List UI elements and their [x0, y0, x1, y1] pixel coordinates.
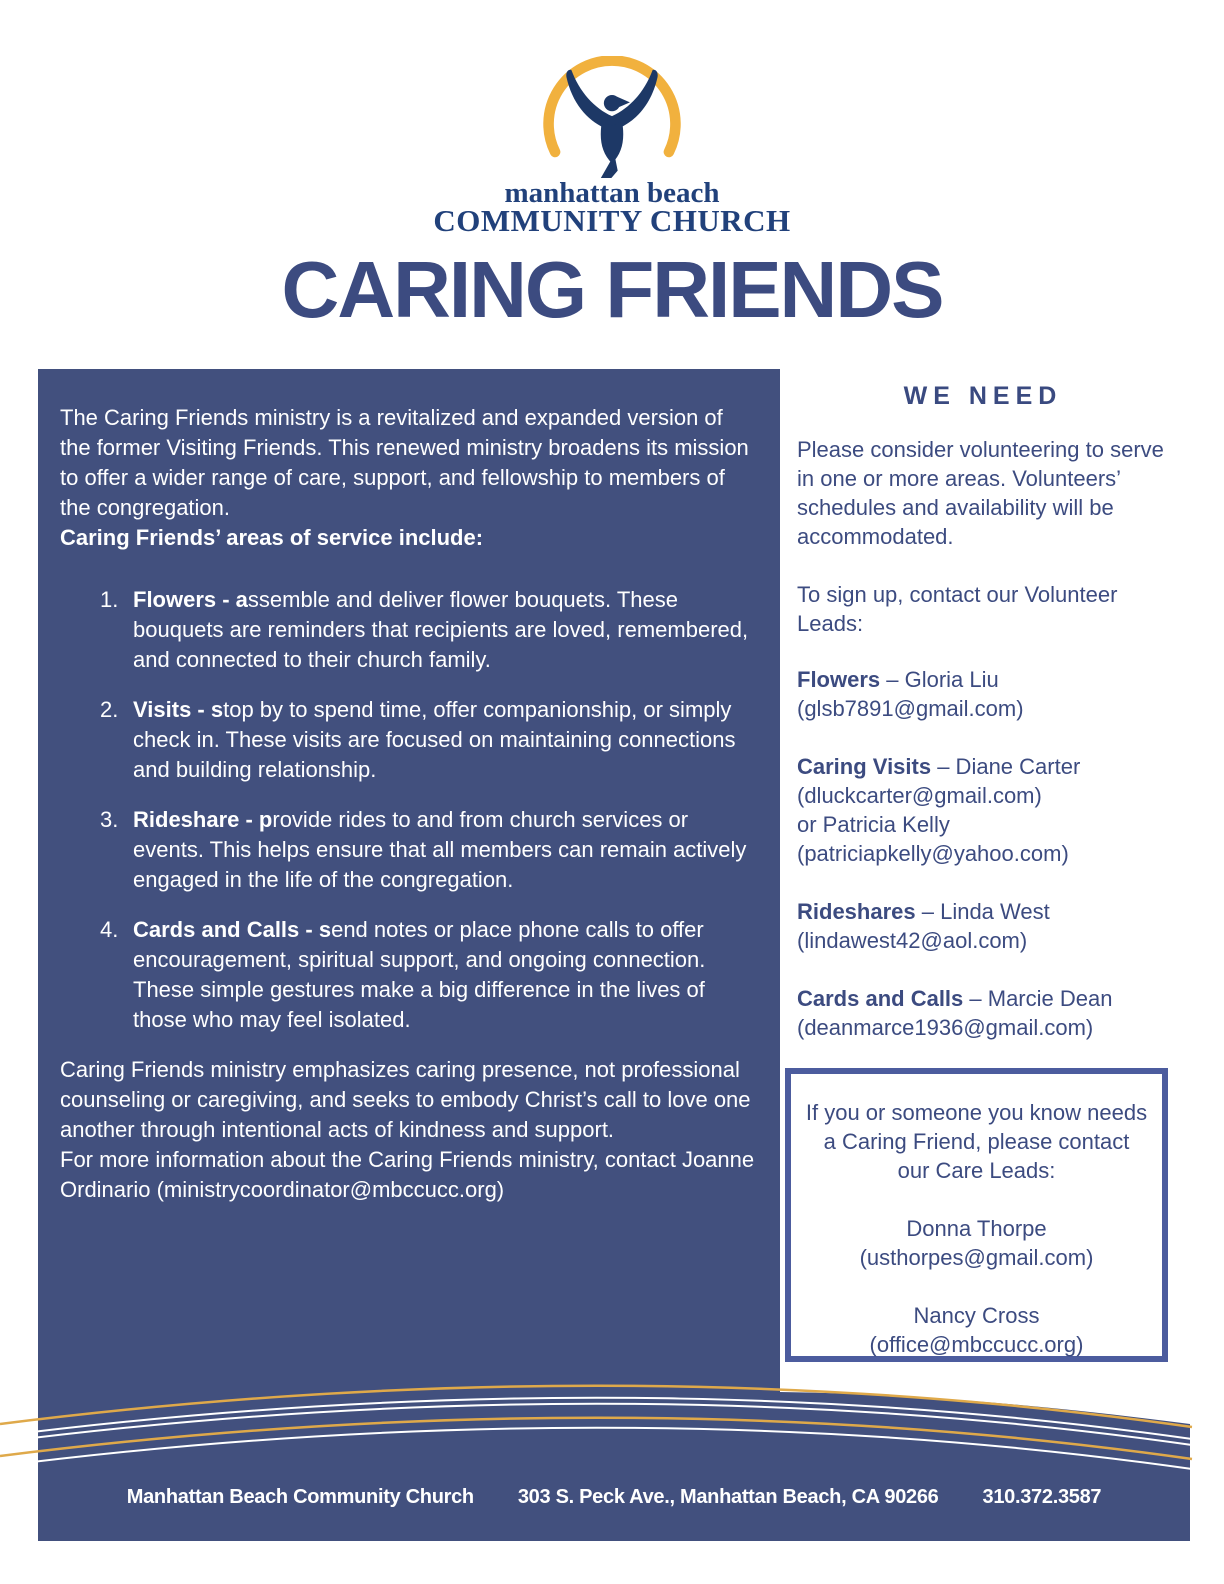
lead-rideshares: Rideshares – Linda West (lindawest42@aol.com) — [797, 899, 1050, 953]
church-logo — [0, 56, 1224, 236]
ministry-description-panel — [38, 369, 780, 1205]
signup-paragraph: To sign up, contact our Volunteer Leads: — [797, 582, 1118, 636]
list-item-rideshare: 3. Rideshare - provide rides to and from church services or events. This helps ensure that all members can remain actively engaged in the life of the congregation. — [100, 807, 747, 892]
list-item-visits: 2. Visits - stop by to spend time, offer companionship, or simply check in. These visits are focused on maintaining connections and building relationship. — [100, 697, 736, 782]
footer-church-name: Manhattan Beach Community Church — [126, 1486, 474, 1508]
care-leads-box — [785, 1068, 1168, 1362]
lead-flowers: Flowers – Gloria Liu (glsb7891@gmail.com) — [797, 667, 1024, 721]
page-title: CARING FRIENDS — [281, 245, 943, 334]
footer — [38, 1486, 1190, 1509]
lead-cards-and-calls: Cards and Calls – Marcie Dean (deanmarce1936@gmail.com) — [797, 986, 1113, 1040]
volunteer-leads-list — [797, 665, 1169, 1042]
volunteer-sidebar — [797, 382, 1169, 1071]
more-info-paragraph: For more information about the Caring Friends ministry, contact Joanne Ordinario (ministrycoordinator@mbccucc.org) — [60, 1147, 755, 1202]
logo-name-line2: COMMUNITY CHURCH — [433, 203, 791, 238]
footer-address: 303 S. Peck Ave., Manhattan Beach, CA 90266 — [517, 1486, 939, 1508]
list-item-cards-and-calls: 4. Cards and Calls - send notes or place phone calls to offer encouragement, spiritual support, and ongoing connection. These simple gestures make a big difference in the lives of those who may feel isolated. — [100, 917, 706, 1032]
dove-and-arc-icon — [517, 56, 707, 178]
care-box-intro: If you or someone you know needs a Caring Friend, please contact our Care Leads: — [805, 1100, 1148, 1183]
intro-paragraph: The Caring Friends ministry is a revitalized and expanded version of the former Visiting Friends. This renewed ministry broadens its mission to offer a wider range of care, support, and fellowship to members of the congregation. — [60, 405, 749, 520]
care-contact-donna: Donna Thorpe (usthorpes@gmail.com) — [859, 1216, 1094, 1270]
logo-name-line1: manhattan beach — [504, 177, 720, 209]
areas-of-service-heading: Caring Friends’ areas of service include: — [60, 525, 484, 550]
lead-caring-visits: Caring Visits – Diane Carter (dluckcarter@gmail.com) or Patricia Kelly (patriciapkelly@yahoo.com) — [797, 754, 1081, 866]
footer-phone: 310.372.3587 — [982, 1486, 1102, 1508]
list-item-flowers: 1. Flowers - assemble and deliver flower bouquets. These bouquets are reminders that recipients are loved, remembered, and connected to their church family. — [100, 587, 749, 672]
emphasis-paragraph: Caring Friends ministry emphasizes caring presence, not professional counseling or caregiving, and seeks to embody Christ’s call to love one another through intentional acts of kindness and support. — [60, 1057, 751, 1142]
care-contact-nancy: Nancy Cross (office@mbccucc.org) — [869, 1303, 1084, 1357]
we-need-heading: WE NEED — [903, 382, 1063, 410]
areas-of-service-list — [60, 585, 756, 1035]
volunteer-intro-paragraph: Please consider volunteering to serve in one or more areas. Volunteers’ schedules and availability will be accommodated. — [797, 437, 1164, 549]
